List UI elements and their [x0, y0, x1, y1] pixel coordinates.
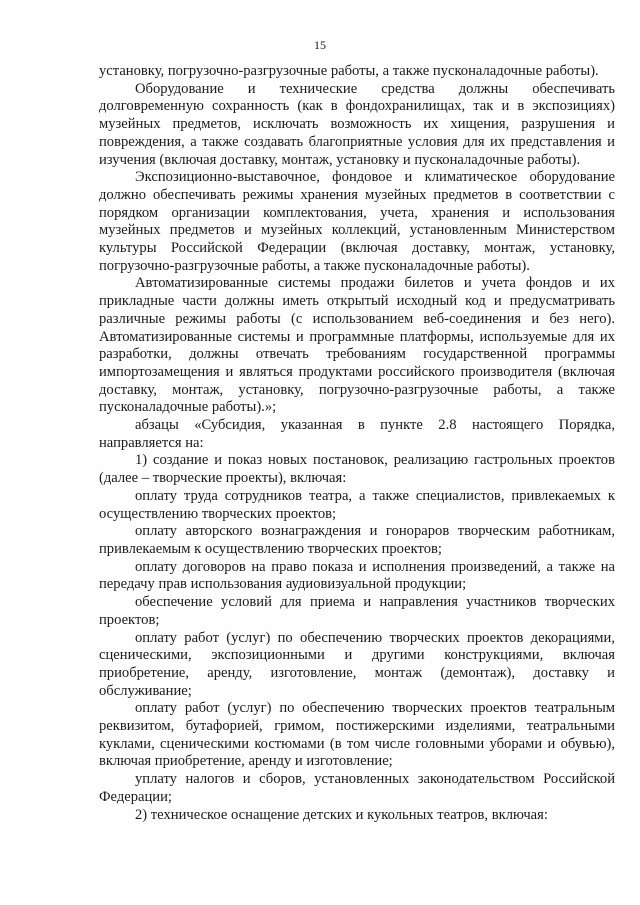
- paragraph: установку, погрузочно-разгрузочные работы, а также пусконаладочные работы).: [99, 63, 599, 79]
- list-item: оплату работ (услуг) по обеспечению творческих проектов театральным реквизитом, бутафорией, гримом, постижерскими изделиями, театральными куклами, сценическими костюмами (в том числе головными уборами и обувью), включая приобретение, аренду и изготовление;: [99, 700, 615, 770]
- page-number: 15: [314, 38, 326, 52]
- document-body: [99, 63, 615, 824]
- list-item-heading: 2) техническое оснащение детских и кукольных театров, включая:: [135, 806, 548, 823]
- list-item-heading: 1) создание и показ новых постановок, реализацию гастрольных проектов (далее – творческие проекты), включая:: [99, 452, 615, 487]
- list-item: оплату труда сотрудников театра, а также специалистов, привлекаемых к осуществлению творческих проектов;: [99, 487, 615, 522]
- list-item: обеспечение условий для приема и направления участников творческих проектов;: [99, 594, 615, 628]
- paragraph: Оборудование и технические средства должны обеспечивать долговременную сохранность (как в фондохранилищах, так и в экспозициях) музейных предметов, исключать возможность их хищения, разрушения и повреждения, а также создавать благоприятные условия для их представления и изучения (включая доставку, монтаж, установку и пусконаладочные работы).: [99, 80, 615, 168]
- paragraph: абзацы «Субсидия, указанная в пункте 2.8 настоящего Порядка, направляется на:: [99, 417, 615, 451]
- list-item: оплату работ (услуг) по обеспечению творческих проектов декорациями, сценическими, экспозиционными и другими конструкциями, включая приобретение, аренду, изготовление, монтаж (демонтаж), доставку и обслуживание;: [99, 629, 615, 699]
- list-item: оплату авторского вознаграждения и гонораров творческим работникам, привлекаемым к осуществлению творческих проектов;: [99, 523, 615, 557]
- list-item: уплату налогов и сборов, установленных законодательством Российской Федерации;: [99, 771, 615, 805]
- paragraph: Автоматизированные системы продажи билетов и учета фондов и их прикладные части должны иметь открытый исходный код и предусматривать различные режимы работы (с использованием веб-соединения и без него). Автоматизированные системы и программные платформы, используемые для их разработки, должны отвечать требованиям государственной программы импортозамещения и являться продуктами российского производителя (включая доставку, монтаж, установку, погрузочно-разгрузочные работы, а также пусконаладочные работы).»;: [99, 275, 615, 416]
- paragraph: Экспозиционно-выставочное, фондовое и климатическое оборудование должно обеспечивать режимы хранения музейных предметов в соответствии с порядком организации комплектования, учета, хранения и использования музейных предметов и музейных коллекций, установленным Министерством культуры Российской Федерации (включая доставку, монтаж, установку, погрузочно-разгрузочные работы, а также пусконаладочные работы).: [99, 169, 615, 274]
- list-item: оплату договоров на право показа и исполнения произведений, а также на передачу прав использования аудиовизуальной продукции;: [99, 558, 615, 593]
